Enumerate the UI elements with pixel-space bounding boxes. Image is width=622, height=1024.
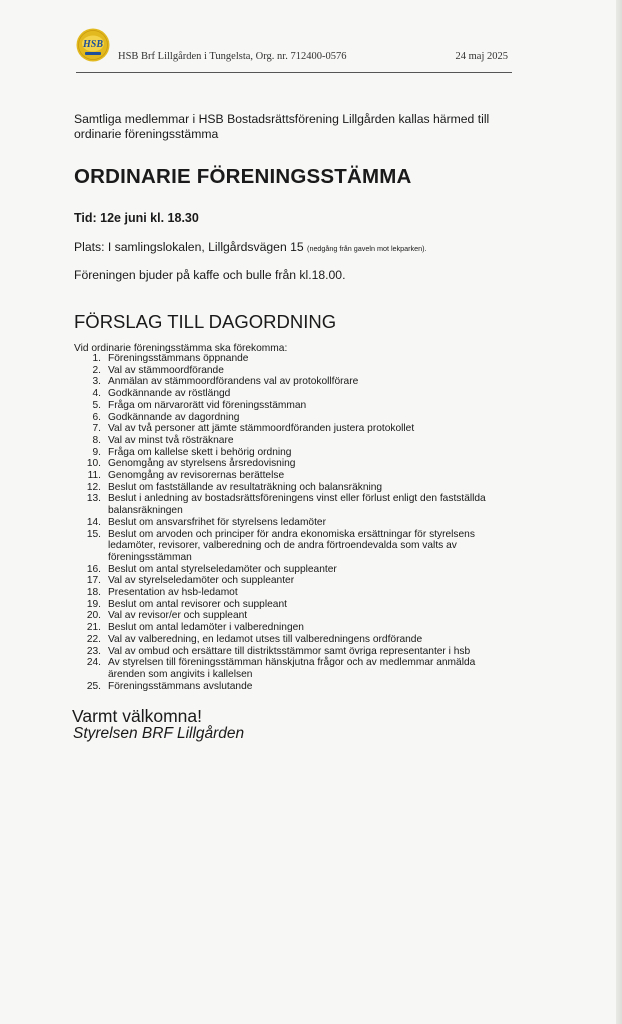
agenda-item-text: Val av två personer att jämte stämmoordföranden justera protokollet	[108, 423, 415, 435]
agenda-item-text: Val av ombud och ersättare till distriktsstämmor samt övriga representanter i hsb	[108, 645, 471, 657]
agenda-title: FÖRSLAG TILL DAGORDNING	[74, 311, 337, 332]
agenda-item-number: 20.	[86, 610, 101, 622]
agenda-item-number: 24.	[86, 657, 101, 669]
agenda-item-text: Val av valberedning, en ledamot utses till valberedningens ordförande	[108, 633, 423, 645]
meeting-place	[74, 240, 427, 254]
agenda-item-text: Presentation av hsb-ledamot	[108, 587, 238, 599]
agenda-item	[74, 458, 514, 470]
agenda-item-number: 1.	[92, 353, 101, 364]
agenda-item	[74, 435, 514, 447]
agenda-item-text: Val av styrelseledamöter och suppleanter	[108, 575, 295, 587]
agenda-item-text: Anmälan av stämmoordförandens val av protokollförare	[108, 376, 359, 388]
agenda-intro: Vid ordinarie föreningsstämma ska förekomma:	[74, 343, 288, 354]
agenda-item-text: Fråga om närvarorätt vid föreningsstämman	[108, 399, 307, 411]
agenda-item-number: 4.	[92, 388, 101, 400]
meeting-title: ORDINARIE FÖRENINGSSTÄMMA	[74, 165, 412, 188]
meeting-time: Tid: 12e juni kl. 18.30	[74, 211, 199, 225]
place-text: Plats: I samlingslokalen, Lillgårdsvägen 15	[74, 240, 308, 254]
closing-greeting: Varmt välkomna!	[72, 706, 202, 726]
agenda-item-number: 8.	[92, 434, 101, 446]
agenda-item-number: 9.	[92, 446, 101, 458]
agenda-item-number: 19.	[86, 598, 101, 610]
agenda-item-number: 16.	[86, 563, 101, 575]
agenda-item-text: Val av revisor/er och suppleant	[108, 610, 248, 622]
agenda-item-text: Val av minst två rösträknare	[108, 434, 234, 446]
agenda-item	[74, 575, 514, 587]
intro-text: Samtliga medlemmar i HSB Bostadsrättsförening Lillgården kallas härmed till ordinarie föreningsstämma	[74, 112, 490, 141]
agenda-item	[74, 400, 514, 412]
agenda-item	[74, 646, 514, 658]
agenda-item-number: 13.	[86, 493, 101, 505]
agenda-item	[74, 634, 514, 646]
agenda-item-text: Fråga om kallelse skett i behörig ordning	[108, 446, 292, 458]
agenda-item	[74, 470, 514, 482]
agenda-item-number: 6.	[92, 411, 101, 423]
agenda-item-text: Beslut om antal revisorer och suppleant	[108, 598, 287, 610]
agenda-item-text: Beslut om ansvarsfrihet för styrelsens ledamöter	[108, 516, 326, 528]
place-note: (nedgång från gaveln mot lekparken).	[307, 244, 427, 253]
agenda-item-text: Val av stämmoordförande	[108, 364, 224, 376]
agenda-item	[74, 423, 514, 435]
agenda-item-text: Beslut om antal styrelseledamöter och suppleanter	[108, 563, 337, 575]
agenda-item-text: Föreningsstämmans avslutande	[108, 680, 253, 692]
agenda-item-number: 12.	[86, 481, 101, 493]
agenda-item-text: Beslut om antal ledamöter i valberedningen	[108, 622, 304, 634]
agenda-list	[74, 353, 514, 692]
agenda-item-text: Beslut i anledning av bostadsrättsföreningens vinst eller förlust enligt den fastställda balansräkningen	[108, 493, 486, 517]
agenda-item-text: Godkännande av dagordning	[108, 411, 240, 423]
agenda-item-text: Beslut om fastställande av resultaträkning och balansräkning	[108, 481, 383, 493]
agenda-item-text: Genomgång av revisorernas berättelse	[108, 470, 285, 482]
agenda-item	[74, 657, 514, 680]
agenda-item-text: Godkännande av röstlängd	[108, 388, 231, 400]
agenda-item-number: 3.	[92, 376, 101, 388]
page-edge	[616, 0, 622, 1024]
agenda-item-number: 11.	[87, 470, 101, 482]
agenda-item	[74, 365, 514, 377]
letter-date: 24 maj 2025	[455, 51, 508, 62]
agenda-item	[74, 622, 514, 634]
agenda-item	[74, 482, 514, 494]
agenda-item-number: 23.	[86, 645, 101, 657]
organization-info: HSB Brf Lillgården i Tungelsta, Org. nr. 712400-0576	[118, 51, 347, 62]
agenda-item-number: 17.	[86, 575, 101, 587]
agenda-item-number: 14.	[86, 516, 101, 528]
agenda-item	[74, 412, 514, 424]
agenda-item-text: Genomgång av styrelsens årsredovisning	[108, 458, 296, 470]
agenda-item	[74, 681, 514, 693]
agenda-item-text: Föreningsstämmans öppnande	[108, 353, 249, 364]
agenda-item-number: 5.	[92, 399, 101, 411]
agenda-item-number: 7.	[92, 423, 101, 435]
agenda-item	[74, 529, 514, 564]
agenda-item	[74, 517, 514, 529]
agenda-item-number: 25.	[86, 680, 101, 692]
agenda-item-number: 2.	[92, 364, 101, 376]
agenda-item	[74, 376, 514, 388]
agenda-item	[74, 587, 514, 599]
agenda-item-number: 10.	[86, 458, 101, 470]
agenda-item-text: Beslut om arvoden och principer för andra ekonomiska ersättningar för styrelsens ledamöter, revisorer, valberedning och de andra förtroendevalda som valts av föreningsstämman	[108, 528, 475, 563]
agenda-item	[74, 353, 514, 365]
agenda-item-number: 22.	[86, 633, 101, 645]
svg-text:HSB: HSB	[82, 39, 104, 50]
agenda-item-number: 15.	[86, 528, 101, 540]
coffee-note: Föreningen bjuder på kaffe och bulle från kl.18.00.	[74, 268, 346, 282]
agenda-item	[74, 388, 514, 400]
hsb-logo-icon	[76, 28, 110, 62]
agenda-item	[74, 610, 514, 622]
agenda-item	[74, 599, 514, 611]
agenda-item	[74, 493, 514, 516]
letterhead	[76, 28, 512, 73]
agenda-item-number: 18.	[86, 587, 101, 599]
agenda-item-text: Av styrelsen till föreningsstämman hänskjutna frågor och av medlemmar anmälda ärenden som angivits i kallelsen	[108, 657, 476, 680]
closing-signature: Styrelsen BRF Lillgården	[73, 725, 245, 742]
agenda-item-number: 21.	[86, 622, 101, 634]
agenda-item	[74, 447, 514, 459]
agenda-item	[74, 564, 514, 576]
